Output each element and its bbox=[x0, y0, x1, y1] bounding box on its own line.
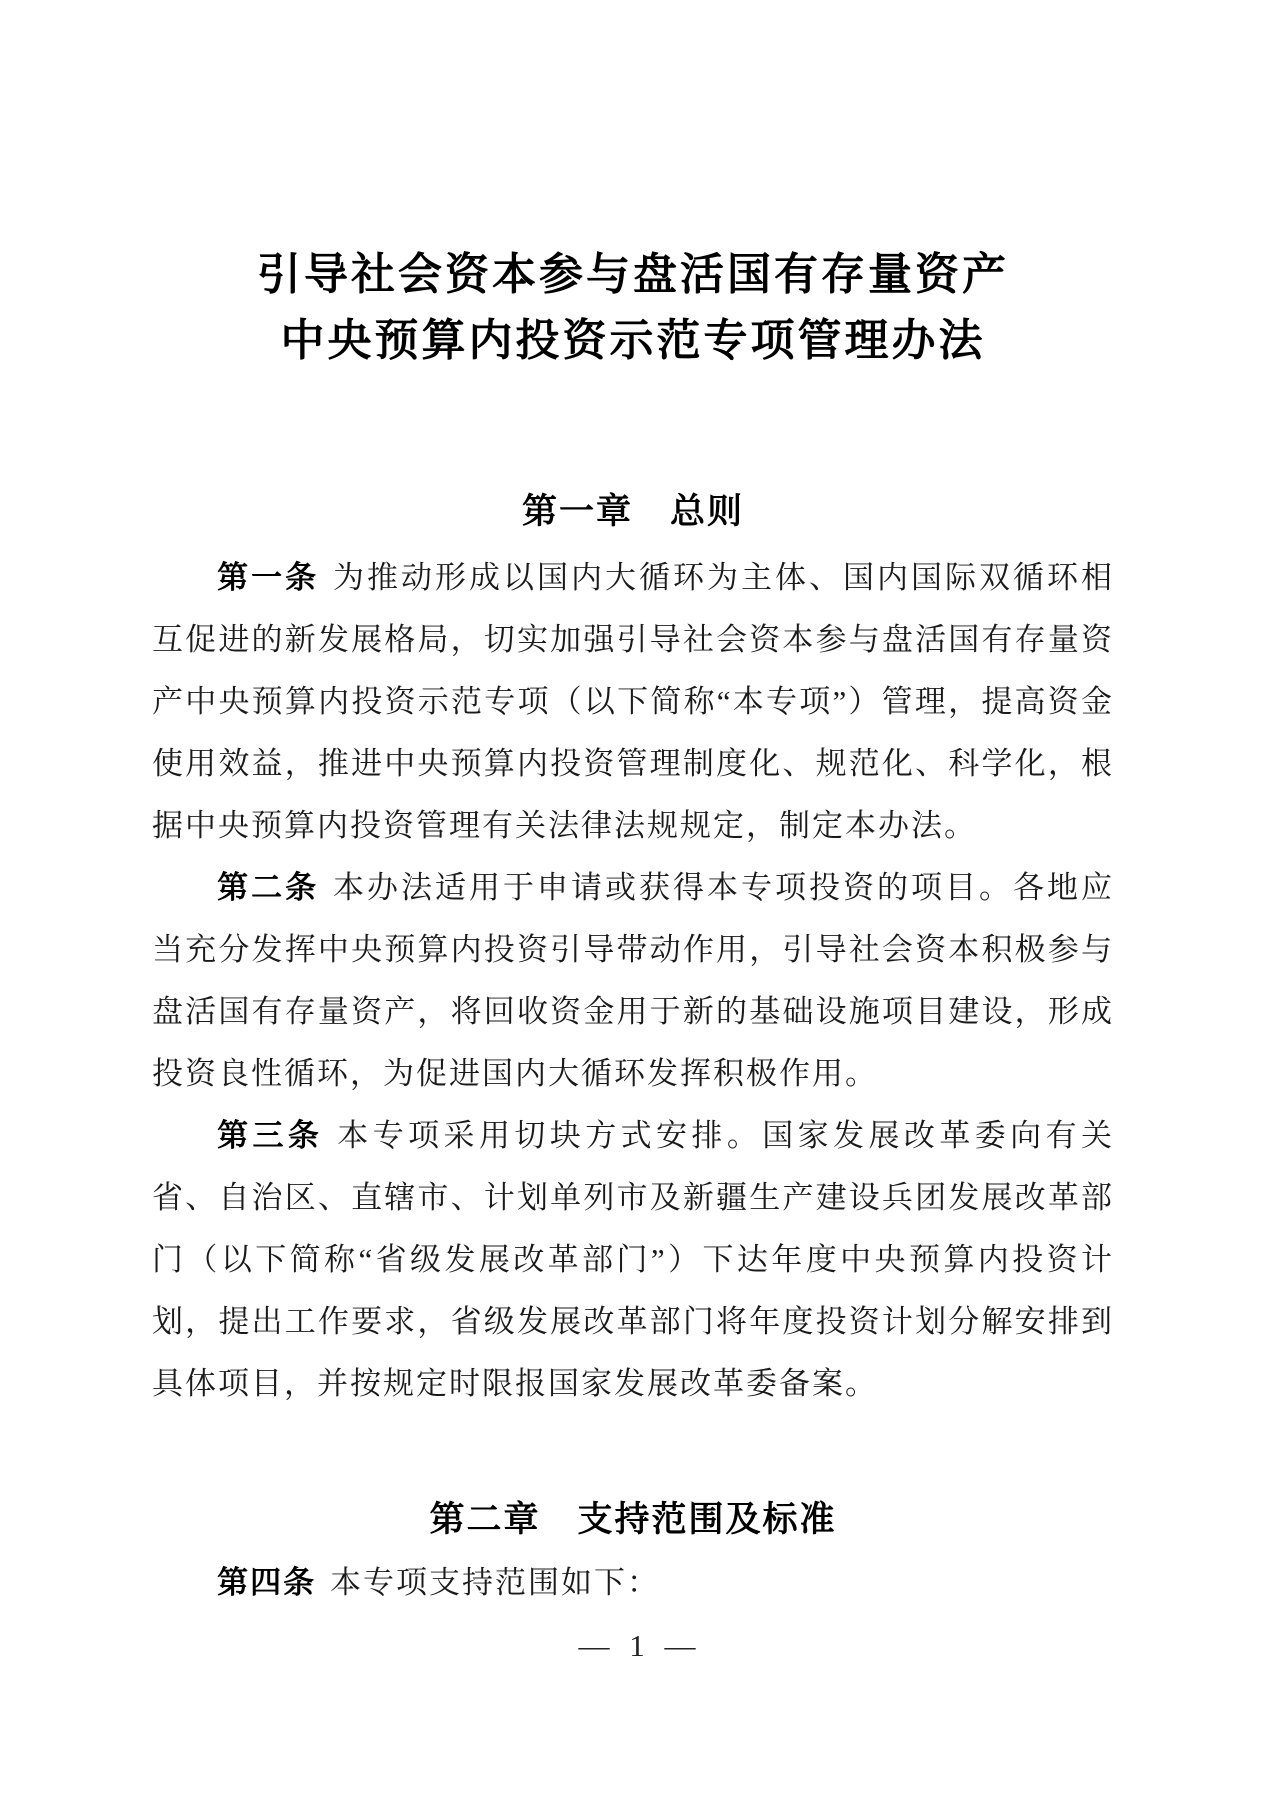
article-1-text: 为推动形成以国内大循环为主体、国内国际双循环相互促进的新发展格局，切实加强引导社会资本参与盘活国有存量资产中央预算内投资示范专项（以下简称“本专项”）管理，提高资金使用效益，推进中央预算内投资管理制度化、规范化、科学化，根据中央预算内投资管理有关法律法规规定，制定本办法。 bbox=[152, 560, 1115, 843]
article-2 bbox=[152, 857, 1114, 1105]
page-footer: — 1 — bbox=[578, 1628, 702, 1663]
chapter-2-body bbox=[152, 1552, 1114, 1614]
article-4-text: 本专项支持范围如下： bbox=[330, 1565, 661, 1600]
chapter-1-heading: 第一章 总则 bbox=[521, 492, 744, 531]
article-1-label: 第一条 bbox=[217, 560, 320, 595]
article-3-text: 本专项采用切块方式安排。国家发展改革委向有关省、自治区、直辖市、计划单列市及新疆生产建设兵团发展改革部门（以下简称“省级发展改革部门”）下达年度中央预算内投资计划，提出工作要求，省级发展改革部门将年度投资计划分解安排到具体项目，并按规定时限报国家发展改革委备案。 bbox=[152, 1118, 1115, 1401]
article-1 bbox=[152, 547, 1114, 857]
document-title bbox=[152, 242, 1114, 374]
article-2-text: 本办法适用于申请或获得本专项投资的项目。各地应当充分发挥中央预算内投资引导带动作用，引导社会资本积极参与盘活国有存量资产，将回收资金用于新的基础设施项目建设，形成投资良性循环，为促进国内大循环发挥积极作用。 bbox=[152, 870, 1115, 1091]
chapter-2-heading: 第二章 支持范围及标准 bbox=[429, 1500, 837, 1539]
article-4 bbox=[152, 1552, 1114, 1614]
document-title-line-1: 引导社会资本参与盘活国有存量资产 bbox=[257, 250, 1009, 299]
document-title-line-2: 中央预算内投资示范专项管理办法 bbox=[280, 316, 986, 365]
article-3 bbox=[152, 1105, 1114, 1415]
article-4-label: 第四条 bbox=[217, 1565, 317, 1600]
chapter-1-body bbox=[152, 547, 1114, 1415]
article-3-label: 第三条 bbox=[217, 1118, 324, 1153]
article-2-label: 第二条 bbox=[217, 870, 320, 905]
